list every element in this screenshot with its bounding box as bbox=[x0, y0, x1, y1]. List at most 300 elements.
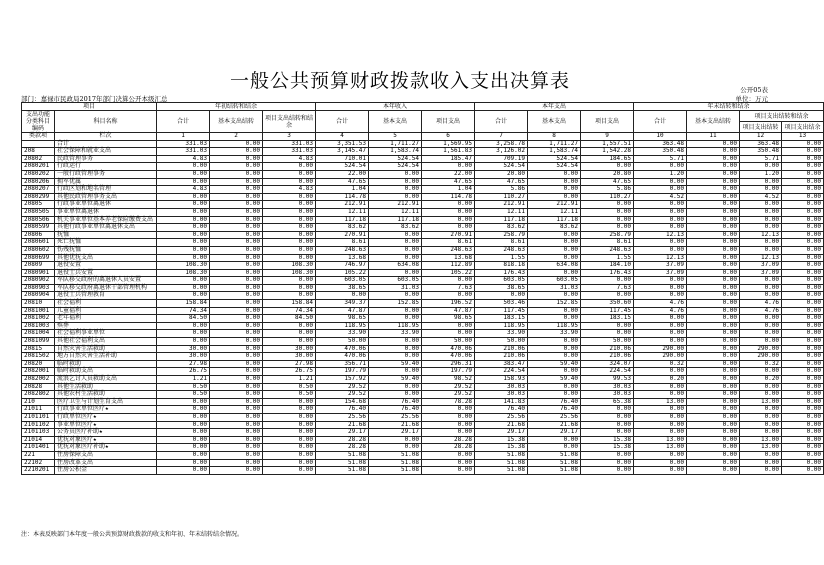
row-value: 363.48 bbox=[634, 140, 687, 148]
row-value: 0.00 bbox=[210, 216, 263, 224]
row-value: 331.03 bbox=[157, 140, 210, 148]
row-value: 184.10 bbox=[581, 262, 634, 270]
header-col-index-label: 栏次 bbox=[55, 133, 157, 141]
table-row bbox=[22, 459, 824, 467]
row-value: 0.00 bbox=[528, 338, 581, 346]
row-value: 0.00 bbox=[157, 451, 210, 459]
row-value: 176.43 bbox=[581, 269, 634, 277]
row-name: 事业单位离退休 bbox=[55, 208, 157, 216]
row-value: 0.00 bbox=[210, 360, 263, 368]
row-value: 290.00 bbox=[740, 353, 782, 361]
row-value: 210.06 bbox=[581, 345, 634, 353]
row-value: 258.79 bbox=[581, 231, 634, 239]
row-value: 0.00 bbox=[210, 140, 263, 148]
row-value: 0.00 bbox=[782, 467, 824, 475]
row-value: 47.65 bbox=[316, 178, 369, 186]
row-code: 2101102 bbox=[22, 421, 55, 429]
row-name: 行政事业单位医疗★ bbox=[55, 406, 157, 414]
row-value: 0.00 bbox=[263, 451, 316, 459]
table-row bbox=[22, 148, 824, 156]
page-title: 一般公共预算财政拨款收入支出决算表 bbox=[229, 70, 570, 92]
row-value: 0.00 bbox=[687, 315, 740, 323]
row-value: 0.00 bbox=[263, 163, 316, 171]
row-value: 0.00 bbox=[687, 322, 740, 330]
table-row bbox=[22, 300, 824, 308]
row-name: 军队移交政府的离退休人员安置 bbox=[55, 277, 157, 285]
row-value: 0.00 bbox=[475, 292, 528, 300]
row-value: 0.00 bbox=[157, 338, 210, 346]
row-value: 4.52 bbox=[634, 193, 687, 201]
row-value: 26.75 bbox=[157, 368, 210, 376]
row-value: 0.00 bbox=[740, 391, 782, 399]
row-value: 0.00 bbox=[687, 436, 740, 444]
row-value: 470.06 bbox=[316, 353, 369, 361]
row-value: 248.63 bbox=[316, 246, 369, 254]
row-value: 59.40 bbox=[528, 376, 581, 384]
row-name: 退役士兵安置 bbox=[55, 269, 157, 277]
row-value: 0.00 bbox=[422, 224, 475, 232]
row-value: 0.00 bbox=[210, 338, 263, 346]
row-value: 47.65 bbox=[422, 178, 475, 186]
row-value: 117.45 bbox=[581, 307, 634, 315]
row-value: 524.54 bbox=[369, 155, 422, 163]
row-value: 8.61 bbox=[422, 239, 475, 247]
row-value: 1.20 bbox=[740, 170, 782, 178]
row-value: 76.40 bbox=[475, 406, 528, 414]
row-value: 197.79 bbox=[422, 368, 475, 376]
row-value: 37.09 bbox=[740, 262, 782, 270]
row-code: 2081004 bbox=[22, 330, 55, 338]
row-value: 0.00 bbox=[782, 322, 824, 330]
row-value: 0.00 bbox=[687, 345, 740, 353]
row-value: 709.19 bbox=[475, 155, 528, 163]
row-value: 117.18 bbox=[369, 216, 422, 224]
row-value: 0.00 bbox=[210, 436, 263, 444]
table-row bbox=[22, 444, 824, 452]
row-value: 0.00 bbox=[369, 239, 422, 247]
row-value: 1.55 bbox=[581, 254, 634, 262]
row-value: 0.00 bbox=[210, 163, 263, 171]
row-value: 51.08 bbox=[528, 451, 581, 459]
row-value: 0.00 bbox=[210, 284, 263, 292]
row-name: 行政区划和地名管理 bbox=[55, 186, 157, 194]
row-value: 0.00 bbox=[528, 178, 581, 186]
row-value: 0.00 bbox=[528, 353, 581, 361]
row-value: 0.00 bbox=[687, 163, 740, 171]
row-value: 0.00 bbox=[210, 231, 263, 239]
row-value: 4.52 bbox=[740, 193, 782, 201]
col-index: 1 bbox=[157, 133, 210, 141]
row-value: 0.00 bbox=[210, 269, 263, 277]
row-value: 1,583.74 bbox=[369, 148, 422, 156]
row-value: 0.00 bbox=[210, 398, 263, 406]
row-value: 98.65 bbox=[422, 315, 475, 323]
row-value: 0.00 bbox=[263, 330, 316, 338]
row-value: 0.00 bbox=[528, 231, 581, 239]
row-value: 349.37 bbox=[316, 300, 369, 308]
header-project-carry-4: 项目支出结转 bbox=[740, 122, 782, 133]
footnote: 注：本表反映部门本年度一般公共预算财政拨款的收支和年初、年末结转结余情况。 bbox=[21, 531, 244, 538]
row-value: 0.00 bbox=[157, 330, 210, 338]
row-value: 1.04 bbox=[422, 186, 475, 194]
row-value: 4.83 bbox=[157, 186, 210, 194]
row-value: 0.00 bbox=[687, 451, 740, 459]
row-value: 51.08 bbox=[528, 467, 581, 475]
row-value: 158.93 bbox=[475, 376, 528, 384]
row-code: 21011 bbox=[22, 406, 55, 414]
row-value: 0.00 bbox=[740, 178, 782, 186]
row-name: 自然灾害生活救助 bbox=[55, 345, 157, 353]
header-class-section-item: 类款项 bbox=[22, 133, 55, 141]
row-value: 0.00 bbox=[369, 353, 422, 361]
header-total-2: 合计 bbox=[316, 111, 369, 133]
row-value: 0.50 bbox=[263, 383, 316, 391]
row-value: 21.68 bbox=[475, 421, 528, 429]
row-value: 0.00 bbox=[369, 391, 422, 399]
row-code: 210 bbox=[22, 398, 55, 406]
row-value: 0.00 bbox=[687, 292, 740, 300]
row-value: 0.00 bbox=[634, 201, 687, 209]
row-value: 28.28 bbox=[316, 436, 369, 444]
row-value: 47.65 bbox=[581, 178, 634, 186]
row-value: 0.00 bbox=[369, 368, 422, 376]
row-value: 0.00 bbox=[263, 444, 316, 452]
row-value: 154.68 bbox=[316, 398, 369, 406]
row-value: 22.00 bbox=[316, 170, 369, 178]
row-value: 0.00 bbox=[210, 330, 263, 338]
row-value: 25.56 bbox=[475, 413, 528, 421]
row-value: 0.00 bbox=[687, 467, 740, 475]
row-value: 13.68 bbox=[422, 254, 475, 262]
row-value: 0.00 bbox=[782, 262, 824, 270]
row-code: 2081099 bbox=[22, 338, 55, 346]
row-value: 0.00 bbox=[210, 277, 263, 285]
row-value: 28.28 bbox=[316, 444, 369, 452]
row-value: 0.00 bbox=[210, 345, 263, 353]
row-value: 0.00 bbox=[369, 170, 422, 178]
row-name: 殡葬 bbox=[55, 322, 157, 330]
header-basic-exp-3: 基本支出 bbox=[528, 111, 581, 133]
row-value: 110.27 bbox=[475, 193, 528, 201]
row-value: 0.00 bbox=[634, 406, 687, 414]
row-value: 290.00 bbox=[634, 345, 687, 353]
row-value: 12.11 bbox=[316, 208, 369, 216]
row-value: 8.61 bbox=[475, 239, 528, 247]
row-value: 0.00 bbox=[369, 444, 422, 452]
row-value: 0.00 bbox=[263, 201, 316, 209]
row-value: 118.95 bbox=[475, 322, 528, 330]
row-value: 0.00 bbox=[210, 300, 263, 308]
row-value: 51.08 bbox=[316, 467, 369, 475]
row-value: 0.50 bbox=[263, 391, 316, 399]
row-name: 伤残抚恤 bbox=[55, 246, 157, 254]
row-name: 行政单位医疗★ bbox=[55, 413, 157, 421]
row-value: 0.00 bbox=[782, 307, 824, 315]
row-value: 0.00 bbox=[740, 322, 782, 330]
table-row bbox=[22, 330, 824, 338]
row-value: 0.00 bbox=[157, 208, 210, 216]
row-value: 0.00 bbox=[157, 254, 210, 262]
row-value: 0.00 bbox=[210, 444, 263, 452]
row-value: 0.00 bbox=[422, 163, 475, 171]
row-value: 118.95 bbox=[316, 322, 369, 330]
row-value: 30.03 bbox=[581, 391, 634, 399]
row-value: 0.00 bbox=[687, 330, 740, 338]
row-value: 0.00 bbox=[422, 292, 475, 300]
row-value: 0.00 bbox=[210, 376, 263, 384]
row-value: 0.00 bbox=[782, 353, 824, 361]
row-value: 0.00 bbox=[422, 216, 475, 224]
row-value: 0.00 bbox=[210, 208, 263, 216]
row-value: 470.06 bbox=[422, 353, 475, 361]
row-value: 296.31 bbox=[422, 360, 475, 368]
row-value: 29.52 bbox=[422, 383, 475, 391]
row-value: 634.08 bbox=[528, 262, 581, 270]
row-value: 350.48 bbox=[634, 148, 687, 156]
row-value: 383.47 bbox=[475, 360, 528, 368]
row-value: 26.75 bbox=[263, 368, 316, 376]
row-value: 603.05 bbox=[316, 277, 369, 285]
header-project-carry-1: 项目支出结转和结余 bbox=[263, 111, 316, 133]
row-value: 0.00 bbox=[782, 413, 824, 421]
row-value: 83.62 bbox=[475, 224, 528, 232]
row-code: 2080506 bbox=[22, 216, 55, 224]
table-row bbox=[22, 246, 824, 254]
row-value: 0.00 bbox=[740, 292, 782, 300]
row-value: 196.52 bbox=[422, 300, 475, 308]
row-value: 8.61 bbox=[316, 239, 369, 247]
row-value: 0.00 bbox=[634, 246, 687, 254]
row-value: 524.54 bbox=[528, 155, 581, 163]
row-value: 0.00 bbox=[581, 451, 634, 459]
row-value: 0.00 bbox=[687, 383, 740, 391]
row-value: 0.00 bbox=[422, 413, 475, 421]
department-label: 部门：嘉禄市民政局2017年部门决算公开本级汇总 bbox=[21, 95, 168, 103]
row-value: 30.00 bbox=[263, 345, 316, 353]
row-value: 12.13 bbox=[740, 254, 782, 262]
table-row bbox=[22, 406, 824, 414]
row-value: 212.91 bbox=[369, 201, 422, 209]
row-value: 0.00 bbox=[422, 467, 475, 475]
row-value: 210.06 bbox=[475, 353, 528, 361]
row-value: 4.76 bbox=[634, 307, 687, 315]
row-code: 2080602 bbox=[22, 246, 55, 254]
row-value: 38.65 bbox=[475, 284, 528, 292]
row-value: 0.00 bbox=[634, 186, 687, 194]
row-value: 110.27 bbox=[581, 193, 634, 201]
row-value: 37.09 bbox=[740, 269, 782, 277]
header-project-carry-group-4: 项目支出结转和结余 bbox=[740, 111, 824, 122]
row-value: 29.17 bbox=[475, 429, 528, 437]
row-value: 28.28 bbox=[422, 436, 475, 444]
row-code: 2082002 bbox=[22, 376, 55, 384]
table-row bbox=[22, 186, 824, 194]
table-row bbox=[22, 429, 824, 437]
row-value: 270.91 bbox=[316, 231, 369, 239]
row-name: 公务员医疗补助★ bbox=[55, 429, 157, 437]
row-value: 0.00 bbox=[369, 292, 422, 300]
row-value: 0.00 bbox=[528, 307, 581, 315]
row-value: 0.00 bbox=[687, 140, 740, 148]
row-value: 470.06 bbox=[422, 345, 475, 353]
row-value: 0.00 bbox=[263, 246, 316, 254]
row-code: 2080201 bbox=[22, 163, 55, 171]
row-value: 212.91 bbox=[316, 201, 369, 209]
row-value: 0.00 bbox=[210, 421, 263, 429]
row-value: 117.18 bbox=[316, 216, 369, 224]
row-value: 51.08 bbox=[369, 451, 422, 459]
row-value: 76.40 bbox=[316, 406, 369, 414]
row-value: 108.30 bbox=[157, 262, 210, 270]
row-value: 0.00 bbox=[210, 383, 263, 391]
row-value: 50.00 bbox=[316, 338, 369, 346]
row-value: 0.00 bbox=[369, 338, 422, 346]
row-value: 30.00 bbox=[157, 353, 210, 361]
table-row bbox=[22, 254, 824, 262]
row-value: 0.00 bbox=[740, 459, 782, 467]
row-value: 0.00 bbox=[581, 224, 634, 232]
row-value: 0.00 bbox=[210, 201, 263, 209]
row-value: 0.00 bbox=[782, 201, 824, 209]
row-name: 住房改革支出 bbox=[55, 459, 157, 467]
row-value: 0.00 bbox=[210, 429, 263, 437]
row-value: 83.62 bbox=[528, 224, 581, 232]
row-value: 290.00 bbox=[740, 345, 782, 353]
row-value: 37.09 bbox=[634, 269, 687, 277]
row-value: 0.00 bbox=[782, 163, 824, 171]
row-value: 0.00 bbox=[263, 254, 316, 262]
table-row bbox=[22, 467, 824, 475]
row-code: 2080902 bbox=[22, 277, 55, 285]
row-value: 0.00 bbox=[687, 254, 740, 262]
row-value: 258.79 bbox=[475, 231, 528, 239]
row-value: 0.00 bbox=[782, 451, 824, 459]
row-name: 住房保障支出 bbox=[55, 451, 157, 459]
row-value: 0.00 bbox=[687, 353, 740, 361]
row-value: 25.56 bbox=[528, 413, 581, 421]
row-value: 212.91 bbox=[528, 201, 581, 209]
row-value: 0.00 bbox=[210, 406, 263, 414]
table-row bbox=[22, 170, 824, 178]
row-value: 38.65 bbox=[316, 284, 369, 292]
row-value: 0.00 bbox=[157, 224, 210, 232]
row-code: 2080904 bbox=[22, 292, 55, 300]
row-name: 民政管理事务 bbox=[55, 155, 157, 163]
row-value: 0.00 bbox=[634, 421, 687, 429]
row-value: 0.00 bbox=[210, 262, 263, 270]
row-value: 0.00 bbox=[263, 429, 316, 437]
row-value: 0.00 bbox=[782, 444, 824, 452]
row-value: 108.30 bbox=[263, 262, 316, 270]
col-index: 3 bbox=[263, 133, 316, 141]
row-value: 0.00 bbox=[740, 413, 782, 421]
row-value: 0.00 bbox=[157, 322, 210, 330]
row-value: 0.00 bbox=[782, 406, 824, 414]
row-value: 0.00 bbox=[687, 391, 740, 399]
header-basic-carry-4: 基本支出结转 bbox=[687, 111, 740, 133]
row-value: 158.84 bbox=[263, 300, 316, 308]
row-value: 0.00 bbox=[157, 292, 210, 300]
table-row bbox=[22, 178, 824, 186]
row-value: 524.54 bbox=[369, 163, 422, 171]
row-value: 0.00 bbox=[782, 246, 824, 254]
row-value: 108.30 bbox=[157, 269, 210, 277]
row-value: 78.28 bbox=[422, 398, 475, 406]
row-value: 0.00 bbox=[157, 231, 210, 239]
row-value: 0.00 bbox=[263, 436, 316, 444]
row-value: 99.53 bbox=[581, 376, 634, 384]
row-value: 0.00 bbox=[634, 330, 687, 338]
row-value: 0.00 bbox=[782, 345, 824, 353]
row-value: 25.56 bbox=[316, 413, 369, 421]
row-value: 0.00 bbox=[210, 322, 263, 330]
row-code: 2081001 bbox=[22, 307, 55, 315]
row-value: 0.00 bbox=[634, 413, 687, 421]
row-value: 0.00 bbox=[687, 224, 740, 232]
row-code: 20805 bbox=[22, 201, 55, 209]
row-value: 0.00 bbox=[740, 163, 782, 171]
row-value: 0.00 bbox=[422, 208, 475, 216]
row-value: 15.38 bbox=[581, 436, 634, 444]
row-value: 5.71 bbox=[740, 155, 782, 163]
row-name: 其他行政事业单位离退休支出 bbox=[55, 224, 157, 232]
row-value: 324.07 bbox=[581, 360, 634, 368]
row-value: 0.00 bbox=[740, 224, 782, 232]
row-name: 临时救助支出 bbox=[55, 368, 157, 376]
row-value: 0.00 bbox=[581, 459, 634, 467]
row-value: 0.00 bbox=[782, 429, 824, 437]
row-value: 3,145.47 bbox=[316, 148, 369, 156]
row-value: 0.00 bbox=[422, 459, 475, 467]
row-value: 7.63 bbox=[422, 284, 475, 292]
header-total-1: 合计 bbox=[157, 111, 210, 133]
row-value: 0.00 bbox=[687, 398, 740, 406]
row-value: 117.18 bbox=[528, 216, 581, 224]
row-value: 98.52 bbox=[422, 376, 475, 384]
row-value: 0.00 bbox=[210, 170, 263, 178]
row-value: 0.00 bbox=[782, 300, 824, 308]
table-row bbox=[22, 208, 824, 216]
row-value: 0.00 bbox=[528, 315, 581, 323]
row-value: 5.86 bbox=[475, 186, 528, 194]
row-value: 0.00 bbox=[528, 246, 581, 254]
col-index: 10 bbox=[634, 133, 687, 141]
row-value: 603.05 bbox=[528, 277, 581, 285]
row-name: 儿童福利 bbox=[55, 307, 157, 315]
row-value: 51.08 bbox=[528, 459, 581, 467]
row-value: 76.40 bbox=[369, 406, 422, 414]
row-value: 0.00 bbox=[687, 155, 740, 163]
row-value: 0.00 bbox=[157, 459, 210, 467]
row-value: 0.00 bbox=[210, 254, 263, 262]
row-value: 0.00 bbox=[740, 239, 782, 247]
row-value: 0.00 bbox=[687, 193, 740, 201]
row-value: 0.00 bbox=[528, 391, 581, 399]
table-row bbox=[22, 376, 824, 384]
row-value: 0.00 bbox=[528, 345, 581, 353]
row-value: 0.00 bbox=[581, 330, 634, 338]
header-opening-balance: 年初结转和结余 bbox=[157, 103, 316, 111]
row-value: 0.00 bbox=[782, 269, 824, 277]
row-value: 13.00 bbox=[740, 398, 782, 406]
row-value: 25.56 bbox=[369, 413, 422, 421]
row-value: 0.00 bbox=[581, 277, 634, 285]
row-value: 0.00 bbox=[263, 292, 316, 300]
row-code: 2080206 bbox=[22, 178, 55, 186]
row-value: 0.00 bbox=[740, 368, 782, 376]
col-index: 7 bbox=[475, 133, 528, 141]
row-value: 524.54 bbox=[528, 163, 581, 171]
